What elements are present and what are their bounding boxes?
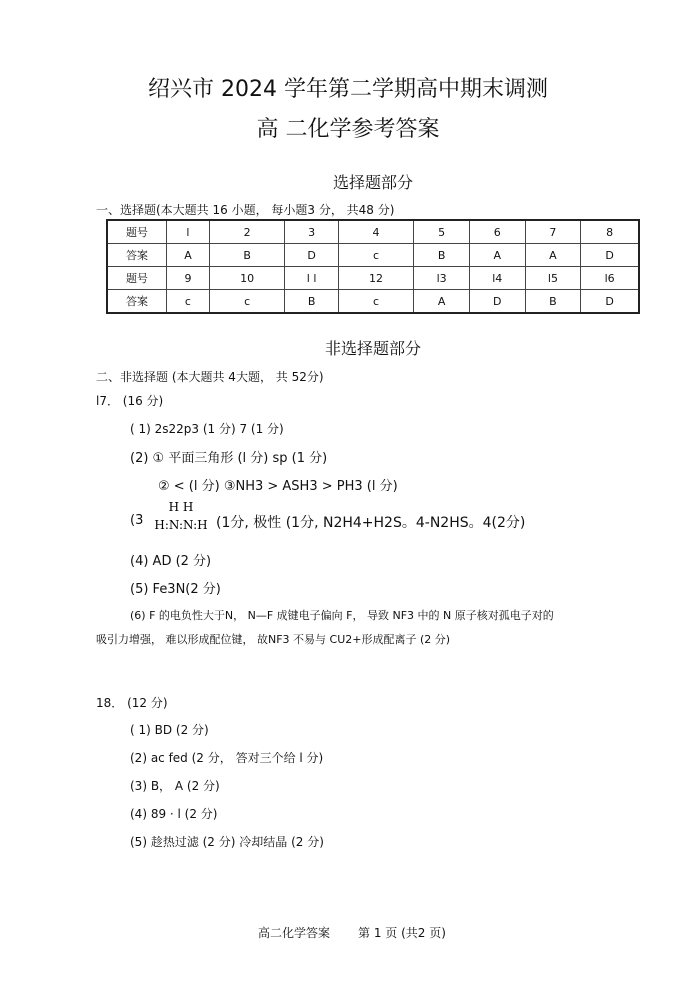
q17-part-6 [96,604,656,652]
table-cell: c [338,290,413,314]
section-heading-nonchoice: 非选择题部分 [324,339,421,358]
lewis-top-hydrogens: H H [168,500,194,514]
footer-subject: 高二化学答案 [258,926,331,940]
table-cell: B [209,244,284,267]
question-17-header: l7． (16 分) [96,394,164,408]
lewis-main-chain: H:N:N:H [154,518,208,532]
q18-part-2: (2) ac fed (2 分， 答对三个给 l 分) [130,751,324,765]
table-cell: D [469,290,525,314]
section-heading-choice: 选择题部分 [332,173,413,192]
table-cell: l6 [581,267,639,290]
q17-part-2b: ② < (l 分) ③NH3 > ASH3 > PH3 (l 分) [158,479,398,494]
table-cell: A [167,244,210,267]
footer-page-number: 第 1 页 (共2 页) [358,926,446,940]
table-cell: 题号 [107,220,167,244]
table-cell: B [525,290,581,314]
table-cell: 3 [285,220,338,244]
table-cell: c [338,244,413,267]
table-cell: D [581,290,639,314]
table-cell: 6 [469,220,525,244]
answer-table [106,219,640,314]
table-cell: A [414,290,470,314]
table-cell: 9 [167,267,210,290]
table-cell: 题号 [107,267,167,290]
table-row [107,244,639,267]
table-cell: B [414,244,470,267]
table-cell: B [285,290,338,314]
table-cell: A [525,244,581,267]
table-cell: l [167,220,210,244]
table-cell: 8 [581,220,639,244]
q17-part-5: (5) Fe3N(2 分) [130,582,221,597]
question-18-header: 18． (12 分) [96,696,168,710]
table-cell: l5 [525,267,581,290]
table-cell: c [167,290,210,314]
table-cell: 10 [209,267,284,290]
q17-part-3-label: (3 [130,513,144,528]
document-title: 绍兴市 2024 学年第二学期高中期末调测 [148,77,548,102]
table-cell: l l [285,267,338,290]
q18-part-5: (5) 趁热过滤 (2 分) 冷却结晶 (2 分) [130,835,324,849]
table-cell: l3 [414,267,470,290]
table-row [107,267,639,290]
table-row [107,290,639,314]
table-cell: 答案 [107,290,167,314]
table-cell: D [581,244,639,267]
q17-part-2a: (2) ① 平面三角形 (l 分) sp (1 分) [130,451,328,466]
q17-part-4: (4) AD (2 分) [130,554,212,569]
q17-part-3-answer: (1分, 极性 (1分, N2H4+H2S。4-N2HS。4(2分) [216,515,526,531]
table-cell: 2 [209,220,284,244]
table-cell: c [209,290,284,314]
table-row [107,220,639,244]
table-cell: D [285,244,338,267]
table-cell: 12 [338,267,413,290]
table-cell: A [469,244,525,267]
q18-part-3: (3) B， A (2 分) [130,779,220,793]
q17-part-1: ( 1) 2s22p3 (1 分) 7 (1 分) [130,422,284,436]
q18-part-4: (4) 89 · l (2 分) [130,807,218,821]
document-subtitle: 高 二化学参考答案 [256,117,440,142]
section-intro-choice: 一、选择题(本大题共 16 小题， 每小题3 分， 共48 分) [96,203,395,217]
q18-part-1: ( 1) BD (2 分) [130,723,209,737]
q17-part-6-line-1: (6) F 的电负性大于N， N—F 成键电子偏向 F， 导致 NF3 中的 N 原子核对孤电子对的 [130,609,554,622]
q17-part-6-line-2: 吸引力增强， 难以形成配位键， 故NF3 不易与 CU2+形成配离子 (2 分) [96,633,451,646]
table-cell: 5 [414,220,470,244]
section-intro-nonchoice: 二、非选择题 (本大题共 4大题， 共 52分) [96,370,324,384]
table-cell: 7 [525,220,581,244]
table-cell: l4 [469,267,525,290]
table-cell: 答案 [107,244,167,267]
table-cell: 4 [338,220,413,244]
hydrazine-lewis-structure [150,498,212,534]
